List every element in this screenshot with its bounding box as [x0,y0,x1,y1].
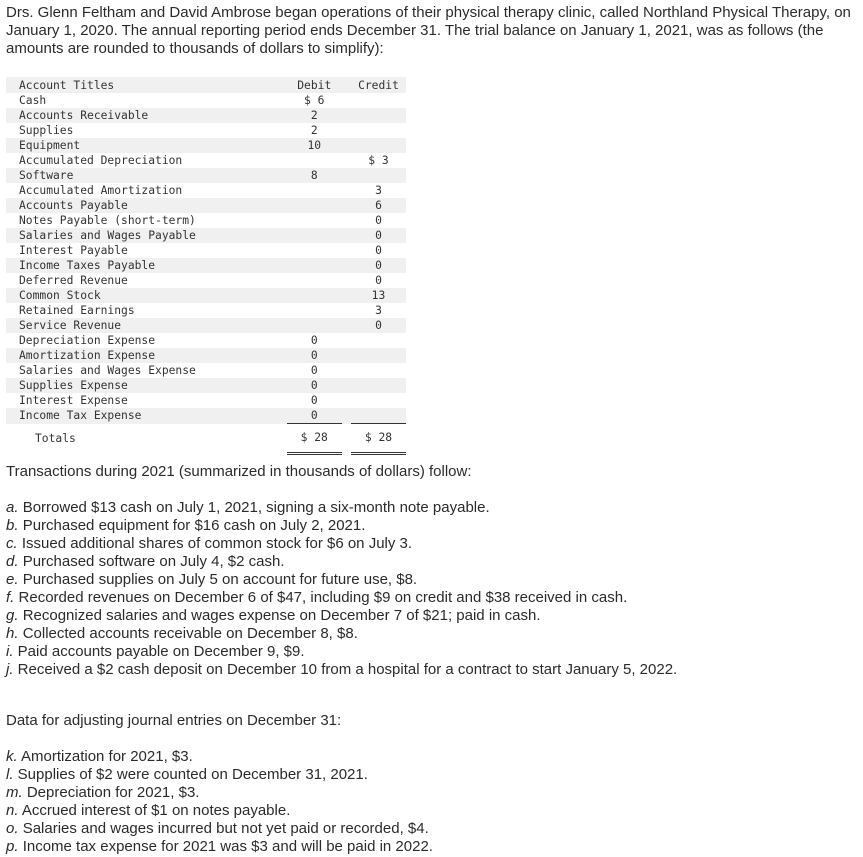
account-cell: Retained Earnings [19,304,135,317]
debit-cell: 10 [287,138,342,153]
item-text: Issued additional shares of common stock for $6 on July 3. [21,535,413,552]
list-item [6,625,677,643]
debit-cell [287,198,342,213]
credit-cell [351,363,406,378]
credit-cell: 0 [351,228,406,243]
debit-cell [287,273,342,288]
account-cell: Depreciation Expense [19,334,156,347]
adjustments-title: Data for adjusting journal entries on December 31: [6,712,342,729]
totals-label: Totals [35,431,76,445]
credit-cell [351,138,406,153]
debit-cell [287,318,342,333]
item-letter: l. [6,766,14,783]
item-text: Collected accounts receivable on December 8, $8. [22,625,358,642]
list-item [6,748,433,766]
account-cell: Deferred Revenue [19,274,128,287]
credit-cell [351,93,406,108]
item-text: Amortization for 2021, $3. [21,748,193,765]
credit-cell: 3 [375,304,382,317]
table-row [6,123,406,138]
credit-cell: 0 [375,214,382,227]
list-item [6,589,677,607]
item-letter: n. [6,802,19,819]
table-row [6,228,406,243]
account-cell: Software [6,168,287,183]
list-item [6,643,677,661]
item-text: Paid accounts payable on December 9, $9. [17,643,305,660]
debit-cell [287,258,342,273]
item-letter: b. [6,517,19,534]
list-item [6,802,433,820]
item-letter: p. [6,838,19,855]
debit-cell: 0 [287,348,342,363]
account-cell: Accounts Payable [6,198,287,213]
credit-cell: $ 3 [368,154,389,167]
table-row [6,273,406,288]
account-cell: Accounts Receivable [6,108,287,123]
table-row [6,183,406,198]
table-row [6,363,406,378]
item-text: Recognized salaries and wages expense on December 7 of $21; paid in cash. [22,607,541,624]
table-row [6,318,406,333]
table-row [6,408,406,424]
table-row [6,258,406,273]
debit-cell: $ 6 [304,94,325,107]
item-text: Depreciation for 2021, $3. [26,784,200,801]
list-item [6,607,677,625]
debit-cell: 2 [310,124,318,137]
table-row [6,378,406,393]
credit-cell: 6 [351,198,406,213]
item-letter: c. [6,535,18,552]
item-text: Accrued interest of $1 on notes payable. [21,802,291,819]
item-letter: e. [6,571,19,588]
item-text: Purchased software on July 4, $2 cash. [22,553,285,570]
list-item [6,661,677,679]
account-cell: Notes Payable (short-term) [19,214,196,227]
debit-cell [287,288,342,303]
debit-cell [287,153,342,168]
list-item [6,553,677,571]
table-row [6,93,406,108]
item-text: Income tax expense for 2021 was $3 and will be paid in 2022. [22,838,433,855]
list-item [6,766,433,784]
item-letter: i. [6,643,14,660]
credit-cell: 0 [351,318,406,333]
debit-cell [287,228,342,243]
debit-cell [287,303,342,318]
credit-cell [351,123,406,138]
item-letter: o. [6,820,19,837]
item-letter: k. [6,748,18,765]
item-letter: d. [6,553,19,570]
debit-cell: 0 [287,378,342,393]
debit-cell: 0 [310,334,318,347]
credit-cell: 13 [351,288,406,303]
list-item [6,571,677,589]
account-cell: Accumulated Amortization [19,184,183,197]
list-item [6,838,433,856]
account-cell: Cash [19,94,47,107]
list-item [6,784,433,802]
item-text: Purchased supplies on July 5 on account for future use, $8. [22,571,418,588]
item-text: Salaries and wages incurred but not yet paid or recorded, $4. [22,820,429,837]
credit-cell [351,378,406,393]
credit-cell [351,408,406,424]
account-cell: Interest Payable [19,244,128,257]
header-debit: Debit [287,77,342,93]
list-item [6,820,433,838]
account-cell: Supplies [19,124,74,137]
credit-cell: 0 [375,274,382,287]
item-text: Recorded revenues on December 6 of $47, including $9 on credit and $38 received in cash. [18,589,628,606]
item-text: Supplies of $2 were counted on December 31, 2021. [17,766,368,783]
account-cell: Equipment [6,138,287,153]
table-row [6,168,406,183]
list-item [6,535,677,553]
table-row [6,153,406,168]
item-text: Received a $2 cash deposit on December 10 from a hospital for a contract to start January 5, 2022. [17,661,678,678]
table-row [6,138,406,153]
credit-cell [351,393,406,408]
list-item [6,517,677,535]
transactions-list [6,499,677,679]
table-row [6,108,406,123]
item-letter: m. [6,784,23,801]
table-row [6,213,406,228]
account-cell: Amortization Expense [6,348,287,363]
account-cell: Salaries and Wages Payable [6,228,287,243]
intro-paragraph: Drs. Glenn Feltham and David Ambrose began operations of their physical therapy clinic, called Northland Physical Therapy, on January 1, 2020. The annual reporting period ends December 31. The trial balance on January 1, 2021, was as follows (the amounts are rounded to thousands of dollars to simplify): [6,4,851,57]
item-letter: g. [6,607,19,624]
trial-balance-table [6,77,406,455]
credit-cell: 3 [375,184,382,197]
account-cell: Income Tax Expense [6,408,287,424]
table-row [6,348,406,363]
item-text: Purchased equipment for $16 cash on July 2, 2021. [22,517,366,534]
header-credit: Credit [351,77,406,93]
credit-cell [351,168,406,183]
account-cell: Common Stock [6,288,287,303]
table-row [6,288,406,303]
item-letter: a. [6,499,19,516]
adjustments-list [6,748,433,856]
header-account-titles: Account Titles [6,77,287,93]
item-letter: h. [6,625,19,642]
debit-cell: 0 [310,364,318,377]
debit-cell [287,213,342,228]
item-letter: f. [6,589,15,606]
totals-debit: $ 28 [287,424,342,454]
table-row [6,198,406,213]
item-letter: j. [6,661,14,678]
transactions-title: Transactions during 2021 (summarized in thousands of dollars) follow: [6,463,472,480]
table-row [6,303,406,318]
debit-cell [287,183,342,198]
debit-cell: 8 [287,168,342,183]
account-cell: Interest Expense [19,394,128,407]
debit-cell: 0 [310,394,318,407]
account-cell: Salaries and Wages Expense [19,364,196,377]
account-cell: Supplies Expense [6,378,287,393]
table-row [6,393,406,408]
account-cell: Income Taxes Payable [6,258,287,273]
credit-cell: 0 [351,258,406,273]
item-text: Borrowed $13 cash on July 1, 2021, signing a six-month note payable. [22,499,490,516]
list-item [6,499,677,517]
credit-cell [351,333,406,348]
totals-credit: $ 28 [351,424,406,454]
credit-cell [351,108,406,123]
account-cell: Accumulated Depreciation [19,154,183,167]
account-cell: Service Revenue [6,318,287,333]
debit-cell: 0 [287,408,342,424]
credit-cell [351,348,406,363]
table-header-row [6,77,406,93]
debit-cell: 2 [287,108,342,123]
table-row [6,333,406,348]
table-row [6,243,406,258]
totals-row [6,424,406,454]
debit-cell [287,243,342,258]
credit-cell: 0 [375,244,382,257]
